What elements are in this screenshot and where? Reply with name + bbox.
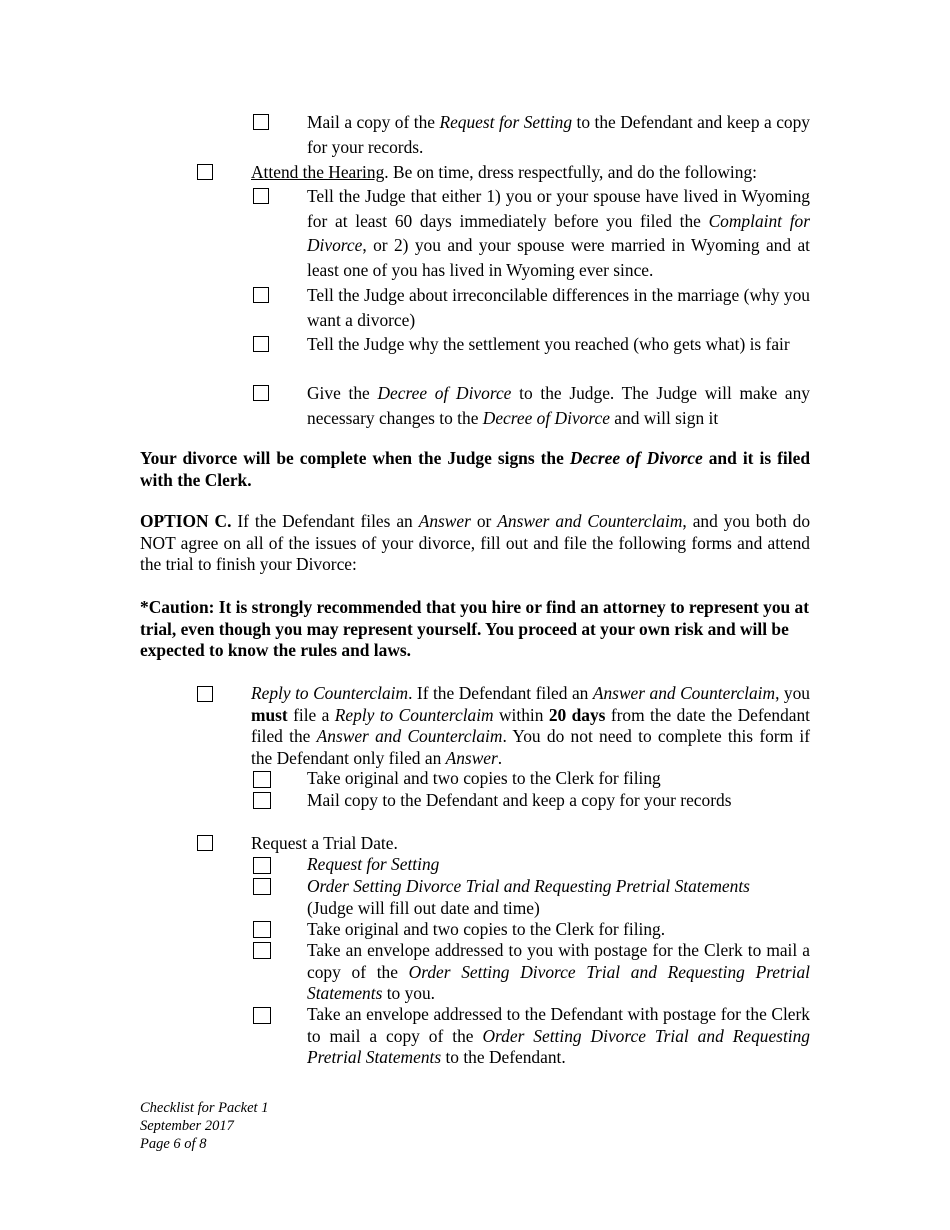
checkbox-residency[interactable] bbox=[253, 188, 269, 204]
checkbox-settlement[interactable] bbox=[253, 336, 269, 352]
trial-date-title: Request a Trial Date. bbox=[251, 833, 398, 853]
page-footer bbox=[140, 1099, 268, 1153]
complete-note: Your divorce will be complete when the Judge signs the Decree of Divorce and it is filed with the Clerk. bbox=[140, 448, 810, 490]
checkbox-request-setting[interactable] bbox=[253, 857, 271, 874]
footer-page-number: Page 6 of 8 bbox=[140, 1136, 207, 1152]
footer-date: September 2017 bbox=[140, 1118, 234, 1134]
envelope-defendant-text: Take an envelope addressed to the Defendant with postage for the Clerk to mail a copy of the Order Setting Divorce Trial and Requesting Pretrial Statements to the Defendant. bbox=[307, 1004, 810, 1067]
checkbox-decree[interactable] bbox=[253, 385, 269, 401]
checkbox-differences[interactable] bbox=[253, 287, 269, 303]
checkbox-trial-date[interactable] bbox=[197, 835, 213, 851]
checkbox-attend-hearing[interactable] bbox=[197, 164, 213, 180]
checkbox-reply-counterclaim[interactable] bbox=[197, 686, 213, 702]
checkbox-reply-file[interactable] bbox=[253, 771, 271, 788]
order-setting-text: Order Setting Divorce Trial and Requesting Pretrial Statements (Judge will fill out date and time) bbox=[307, 876, 750, 918]
checkbox-order-setting[interactable] bbox=[253, 878, 271, 895]
reply-file-text: Take original and two copies to the Clerk for filing bbox=[307, 768, 661, 788]
differences-text: Tell the Judge about irreconcilable differences in the marriage (why you want a divorce) bbox=[307, 285, 810, 330]
checkbox-take-original[interactable] bbox=[253, 921, 271, 938]
option-c-paragraph: OPTION C. If the Defendant files an Answer or Answer and Counterclaim, and you both do NOT agree on all of the issues of your divorce, fill out and file the following forms and attend the trial to finish your Divorce: bbox=[140, 511, 811, 574]
request-setting-text: Request for Setting bbox=[307, 854, 440, 874]
checkbox-mail-request[interactable] bbox=[253, 114, 269, 130]
checkbox-envelope-defendant[interactable] bbox=[253, 1007, 271, 1024]
settlement-text: Tell the Judge why the settlement you reached (who gets what) is fair bbox=[307, 334, 790, 354]
checkbox-envelope-you[interactable] bbox=[253, 942, 271, 959]
footer-packet: Checklist for Packet 1 bbox=[140, 1100, 269, 1116]
mail-request-text: Mail a copy of the Request for Setting to the Defendant and keep a copy for your records. bbox=[307, 112, 810, 157]
decree-text: Give the Decree of Divorce to the Judge. The Judge will make any necessary changes to the Decree of Divorce and will sign it bbox=[307, 383, 810, 428]
checkbox-reply-mail[interactable] bbox=[253, 792, 271, 809]
envelope-you-text: Take an envelope addressed to you with postage for the Clerk to mail a copy of the Order Setting Divorce Trial and Requesting Pretrial Statements to you. bbox=[307, 940, 810, 1003]
take-original-text: Take original and two copies to the Clerk for filing. bbox=[307, 919, 666, 939]
reply-mail-text: Mail copy to the Defendant and keep a copy for your records bbox=[307, 790, 732, 810]
attend-hearing-text: Attend the Hearing. Be on time, dress respectfully, and do the following: bbox=[251, 162, 757, 182]
reply-counterclaim-text: Reply to Counterclaim. If the Defendant filed an Answer and Counterclaim, you must file a Reply to Counterclaim within 20 days from the date the Defendant filed the Answer and Counterclaim. You do not need to complete this form if the Defendant only filed an Answer. bbox=[251, 683, 811, 768]
caution-note: *Caution: It is strongly recommended that you hire or find an attorney to represent you at trial, even though you may represent yourself. You proceed at your own risk and will be expected to know the rules and laws. bbox=[140, 597, 810, 660]
residency-text: Tell the Judge that either 1) you or your spouse have lived in Wyoming for at least 60 days immediately before you filed the Complaint for Divorce, or 2) you and your spouse were married in Wyoming and at least one of you has lived in Wyoming ever since. bbox=[307, 186, 810, 280]
